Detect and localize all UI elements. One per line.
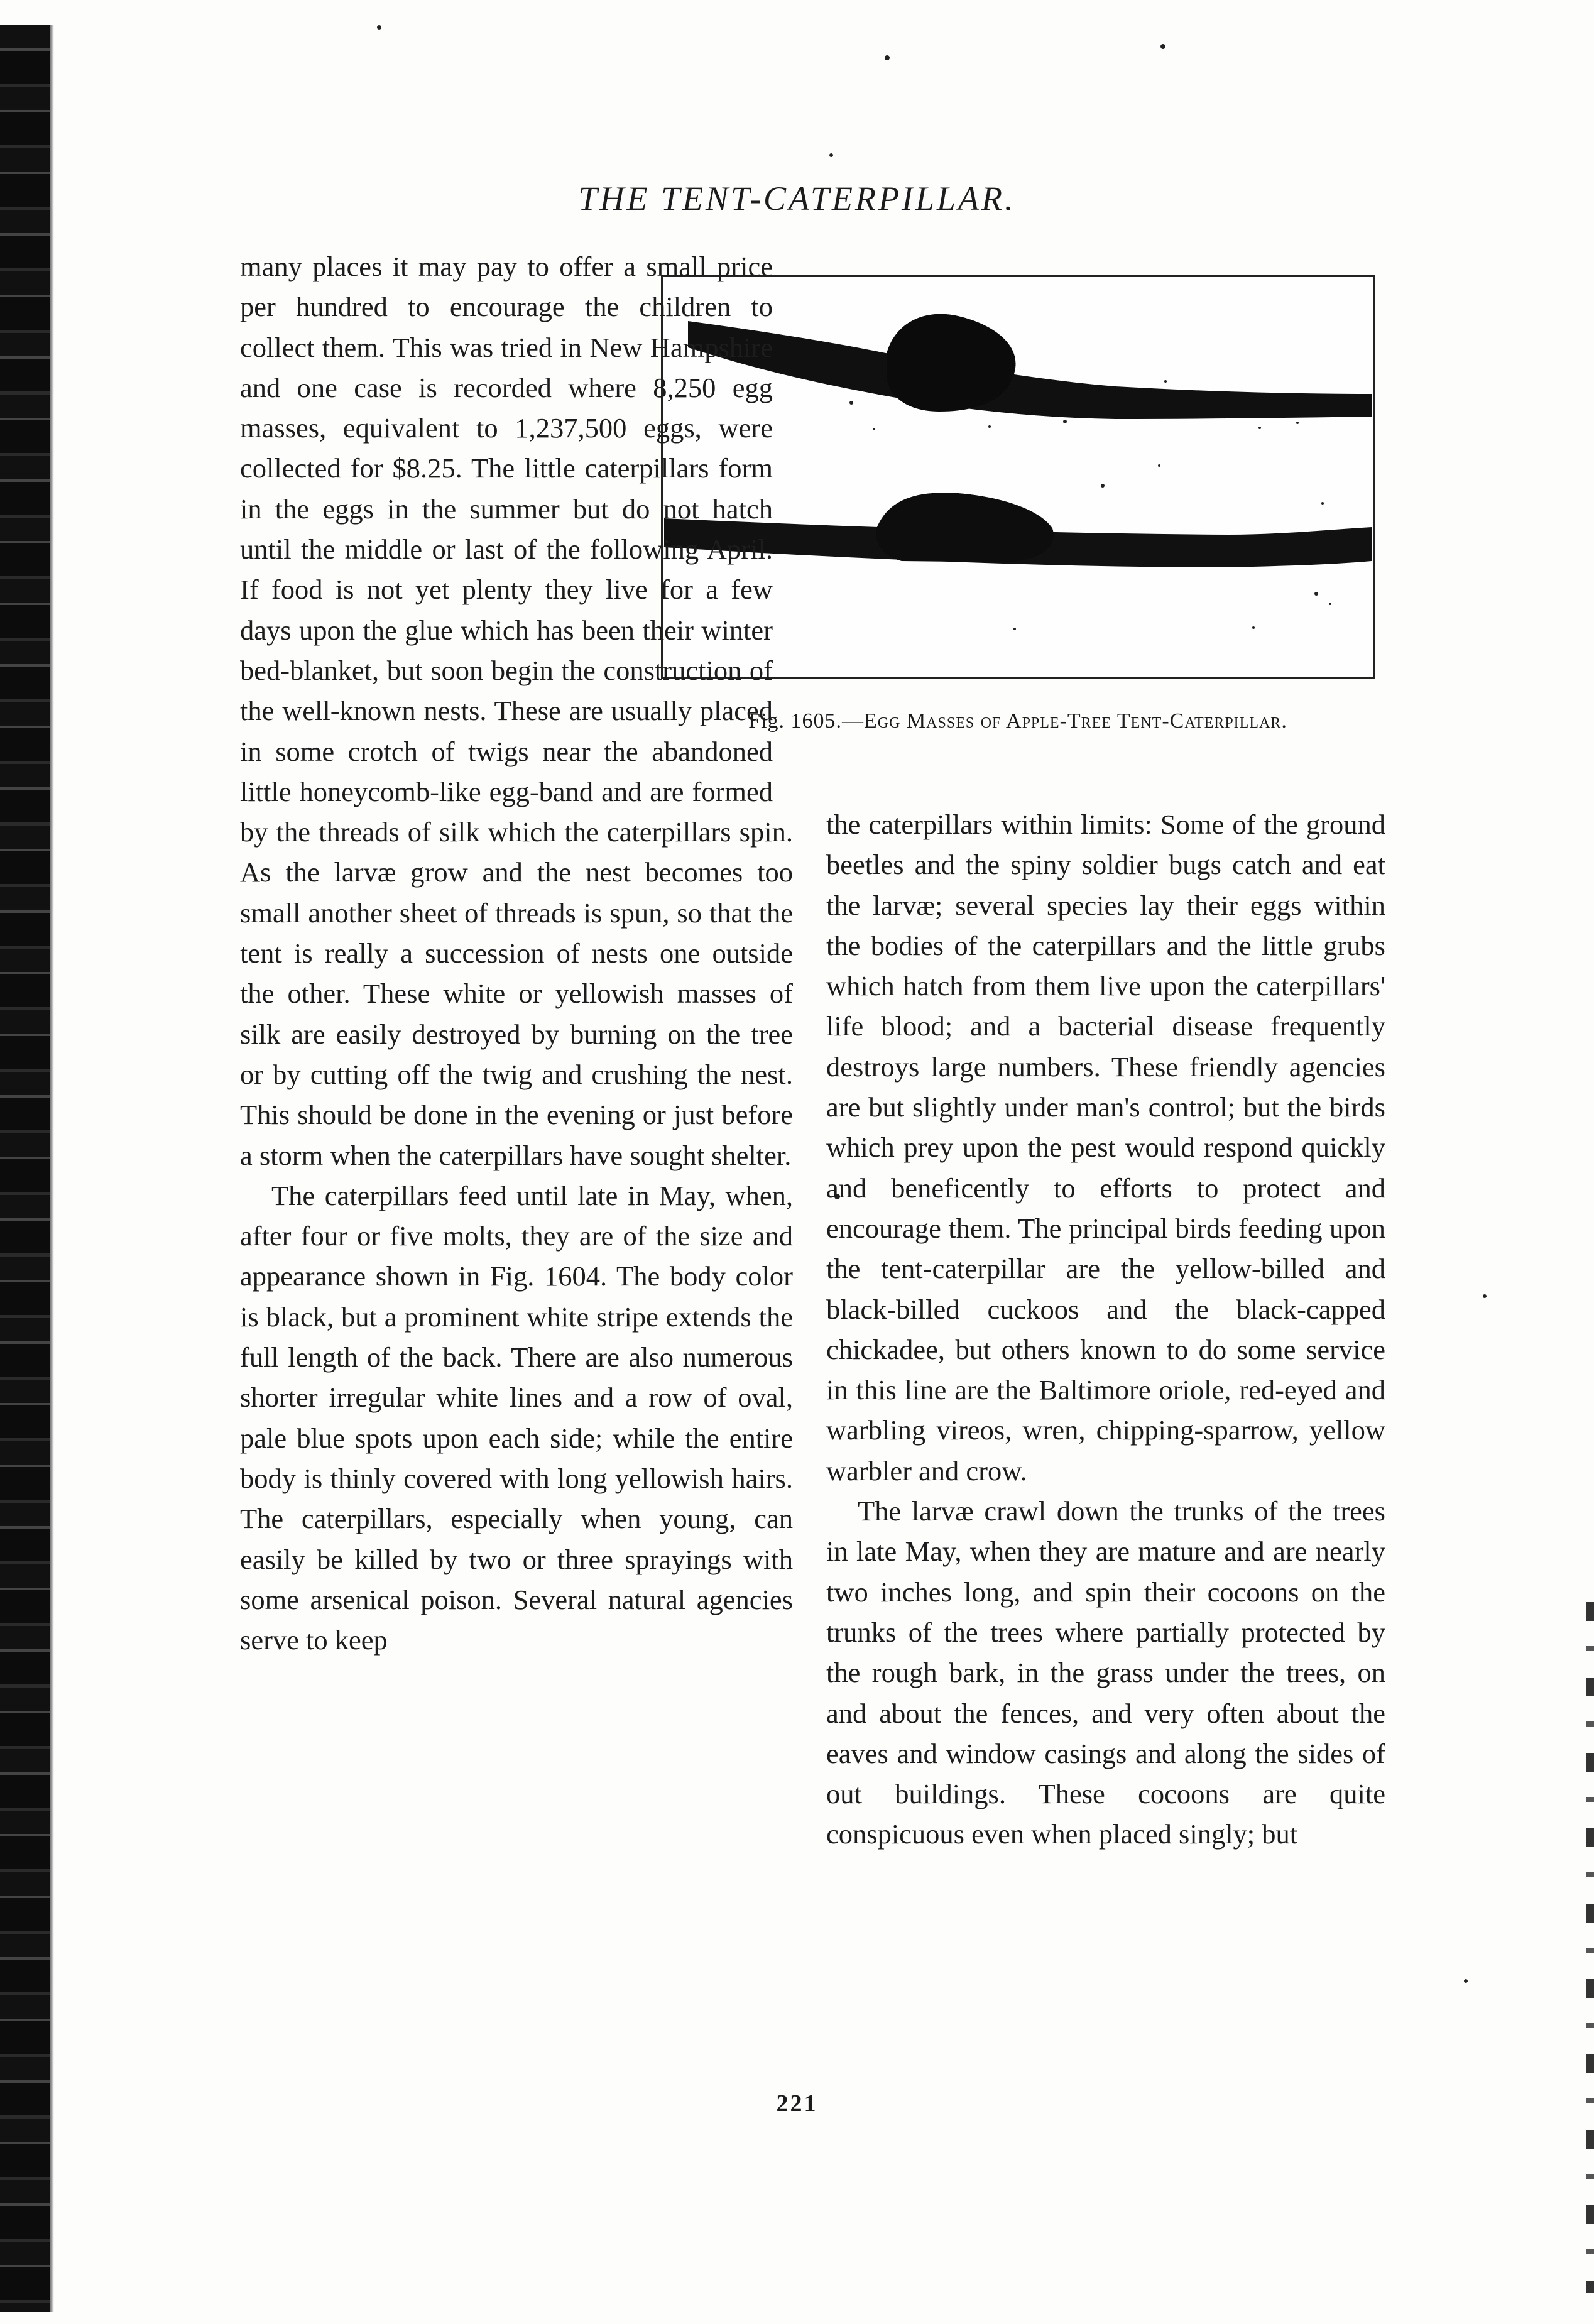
scan-speck (885, 55, 890, 60)
scan-speck (829, 153, 833, 157)
scan-binding-edge (0, 25, 50, 2312)
paragraph: The larvæ crawl down the trunks of the trees in late May, when they are mature and are nearly two inches long, and spin their cocoons on the trunks of the trees where partially protected by the rough bark, in the grass under the trees, on and about the fences, and very often about the eaves and window casings and along the sides of out buildings. These cocoons are quite conspicuous even when placed singly; but (826, 1495, 1385, 1850)
figure-wrap-space (773, 246, 1520, 804)
scan-speck (1483, 1294, 1487, 1298)
running-head: THE TENT-CATERPILLAR. (578, 180, 1016, 217)
paragraph: The caterpillars feed until late in May, when, after four or five molts, they are of the size and appearance shown in Fig. 1604. The body color is black, but a prominent white stripe extends the full length of the back. There are also numerous shorter irregular white lines and a row of oval, pale blue spots upon each side; while the entire body is thinly covered with long yellowish hairs. The caterpillars, especially when young, can easily be killed by two or three sprayings with some arsenical poison. Several natural agencies serve to keep (240, 1179, 793, 1656)
scan-speck (377, 25, 381, 30)
right-column (826, 804, 1385, 1855)
page-number: 221 (776, 2090, 818, 2117)
scan-right-edge-marks (1586, 1602, 1594, 2293)
paragraph: many places it may pay to offer a small price per hundred to encourage the children to collect them. This was tried in New Hampshire and one case is recorded where 8,250 egg masses, equivalent to 1,237,500 eggs, were collected for $8.25. The little caterpillars form in the eggs in the summer but do not hatch until the middle or last of the following April. If food is not yet plenty they live for a few days upon the glue which has been their winter bed-blanket, but soon begin the construction of the well-known nests. These are usually placed in some crotch of twigs near the abandoned little honeycomb-like egg-band and are formed by the threads of silk which the caterpillars spin. As the larvæ grow and the nest becomes too small another sheet of threads is spun, so that the tent is really a succession of nests one outside the other. These white or yellowish masses of silk are easily destroyed by burning on the tree or by cutting off the twig and crushing the nest. This should be done in the evening or just before a storm when the caterpillars have sought shelter. (240, 251, 793, 1171)
scan-speck (1160, 44, 1165, 49)
paragraph: the caterpillars within limits: Some of the ground beetles and the spiny soldier bugs catch and eat the larvæ; several species lay their eggs within the bodies of the caterpillars and the little grubs which hatch from them live upon the caterpillars' life blood; and a bacterial disease frequently destroys large numbers. These friendly agencies are but slightly under man's control; but the birds which prey upon the pest would respond quickly and beneficently to efforts to protect and encourage them. The principal birds feeding upon the tent-caterpillar are the yellow-billed and black-billed cuckoos and the black-capped chickadee, but others known to do some service in this line are the Baltimore oriole, red-eyed and warbling vireos, wren, chipping-sparrow, yellow warbler and crow. (826, 809, 1385, 1487)
left-column (240, 246, 793, 1660)
figure-caption: Fig. 1605.—Egg Masses of Apple-Tree Tent-Caterpillar. (748, 709, 1287, 733)
scan-speck (1464, 1979, 1468, 1983)
